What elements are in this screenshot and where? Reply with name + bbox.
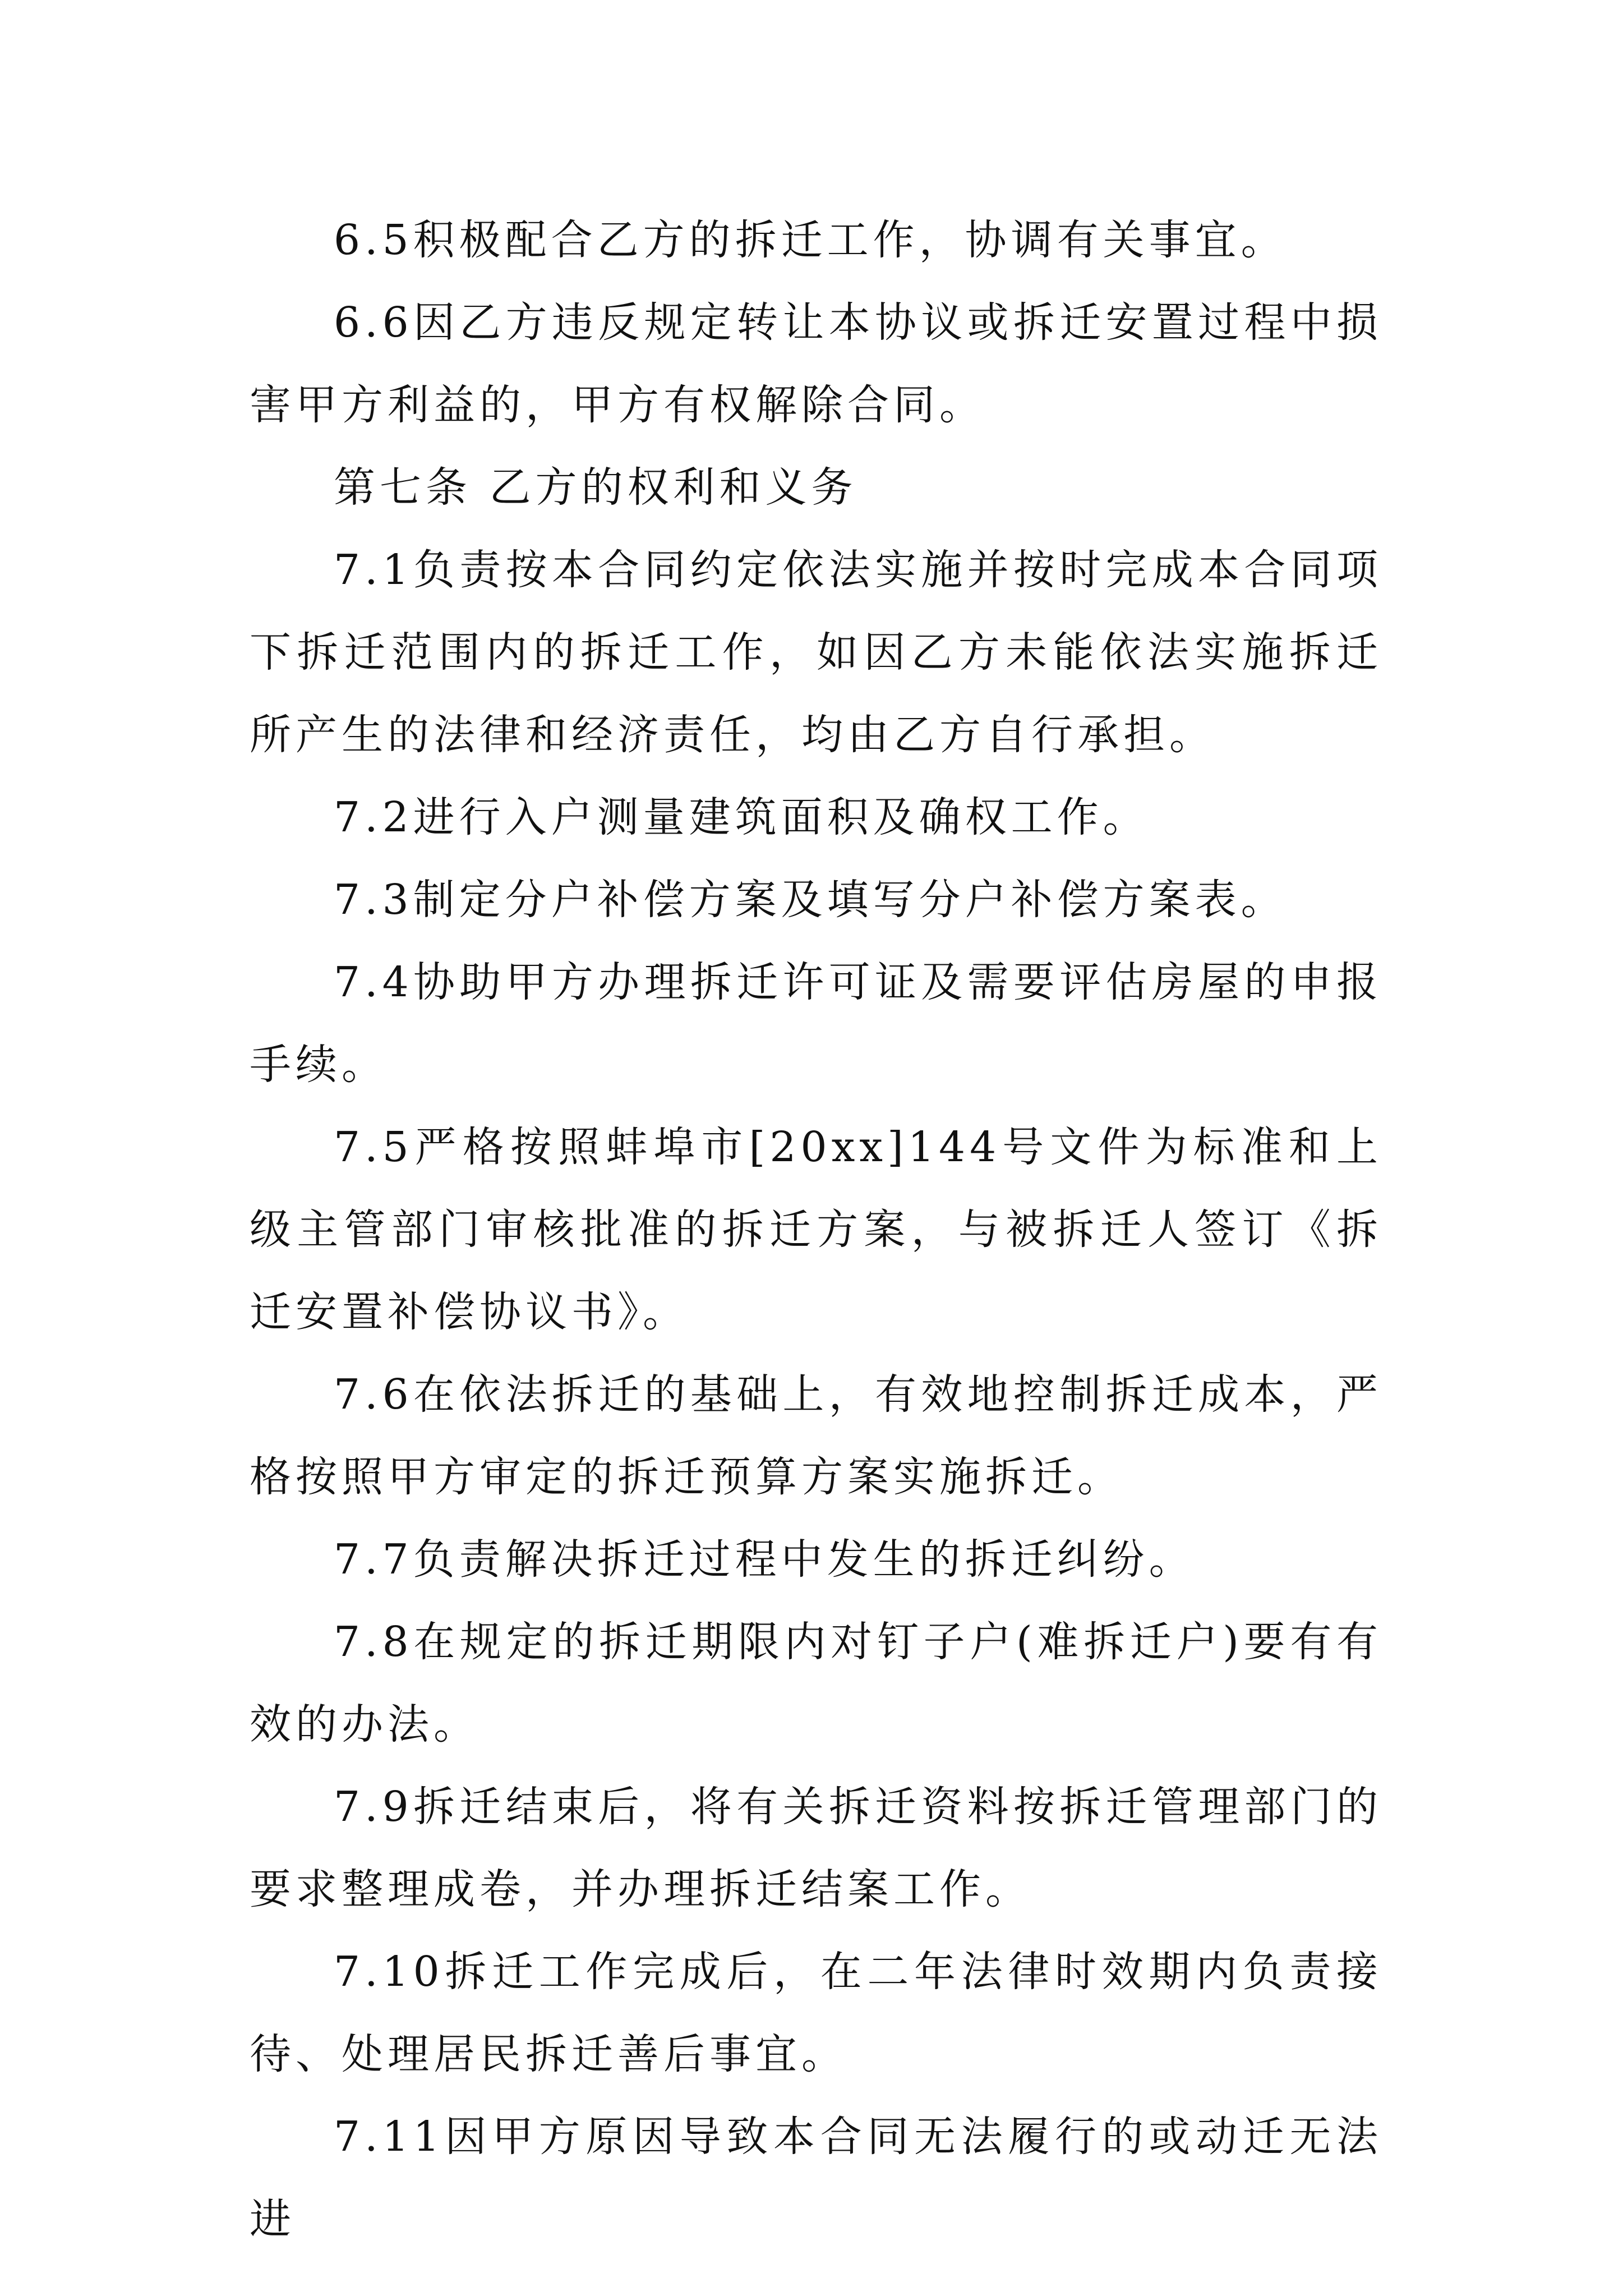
clause-7-11: 7.11因甲方原因导致本合同无法履行的或动迁无法进 xyxy=(250,2113,1382,2243)
clause-7-6: 7.6在依法拆迁的基础上，有效地控制拆迁成本，严格按照甲方审定的拆迁预算方案实施拆迁。 xyxy=(250,1370,1382,1501)
article-7-heading: 第七条 乙方的权利和义务 xyxy=(334,463,857,512)
clause-7-3: 7.3制定分户补偿方案及填写分户补偿方案表。 xyxy=(334,876,1287,924)
clause-7-7: 7.7负责解决拆迁过程中发生的拆迁纠纷。 xyxy=(334,1535,1195,1584)
clause-7-1: 7.1负责按本合同约定依法实施并按时完成本合同项下拆迁范围内的拆迁工作，如因乙方未能依法实施拆迁所产生的法律和经济责任，均由乙方自行承担。 xyxy=(250,546,1382,759)
clause-7-5: 7.5严格按照蚌埠市[20xx]144号文件为标准和上级主管部门审核批准的拆迁方案，与被拆迁人签订《拆迁安置补偿协议书》。 xyxy=(250,1123,1382,1336)
document-body xyxy=(250,199,1382,2261)
clause-7-4: 7.4协助甲方办理拆迁许可证及需要评估房屋的申报手续。 xyxy=(250,958,1382,1089)
clause-7-8: 7.8在规定的拆迁期限内对钉子户(难拆迁户)要有有效的办法。 xyxy=(250,1618,1382,1749)
clause-7-9: 7.9拆迁结束后，将有关拆迁资料按拆迁管理部门的要求整理成卷，并办理拆迁结案工作。 xyxy=(250,1783,1382,1913)
clause-7-2: 7.2进行入户测量建筑面积及确权工作。 xyxy=(334,793,1149,841)
clause-7-10: 7.10拆迁工作完成后，在二年法律时效期内负责接待、处理居民拆迁善后事宜。 xyxy=(250,1948,1382,2078)
clause-6-5: 6.5积极配合乙方的拆迁工作，协调有关事宜。 xyxy=(334,216,1287,264)
clause-6-6: 6.6因乙方违反规定转让本协议或拆迁安置过程中损害甲方利益的，甲方有权解除合同。 xyxy=(250,298,1382,429)
